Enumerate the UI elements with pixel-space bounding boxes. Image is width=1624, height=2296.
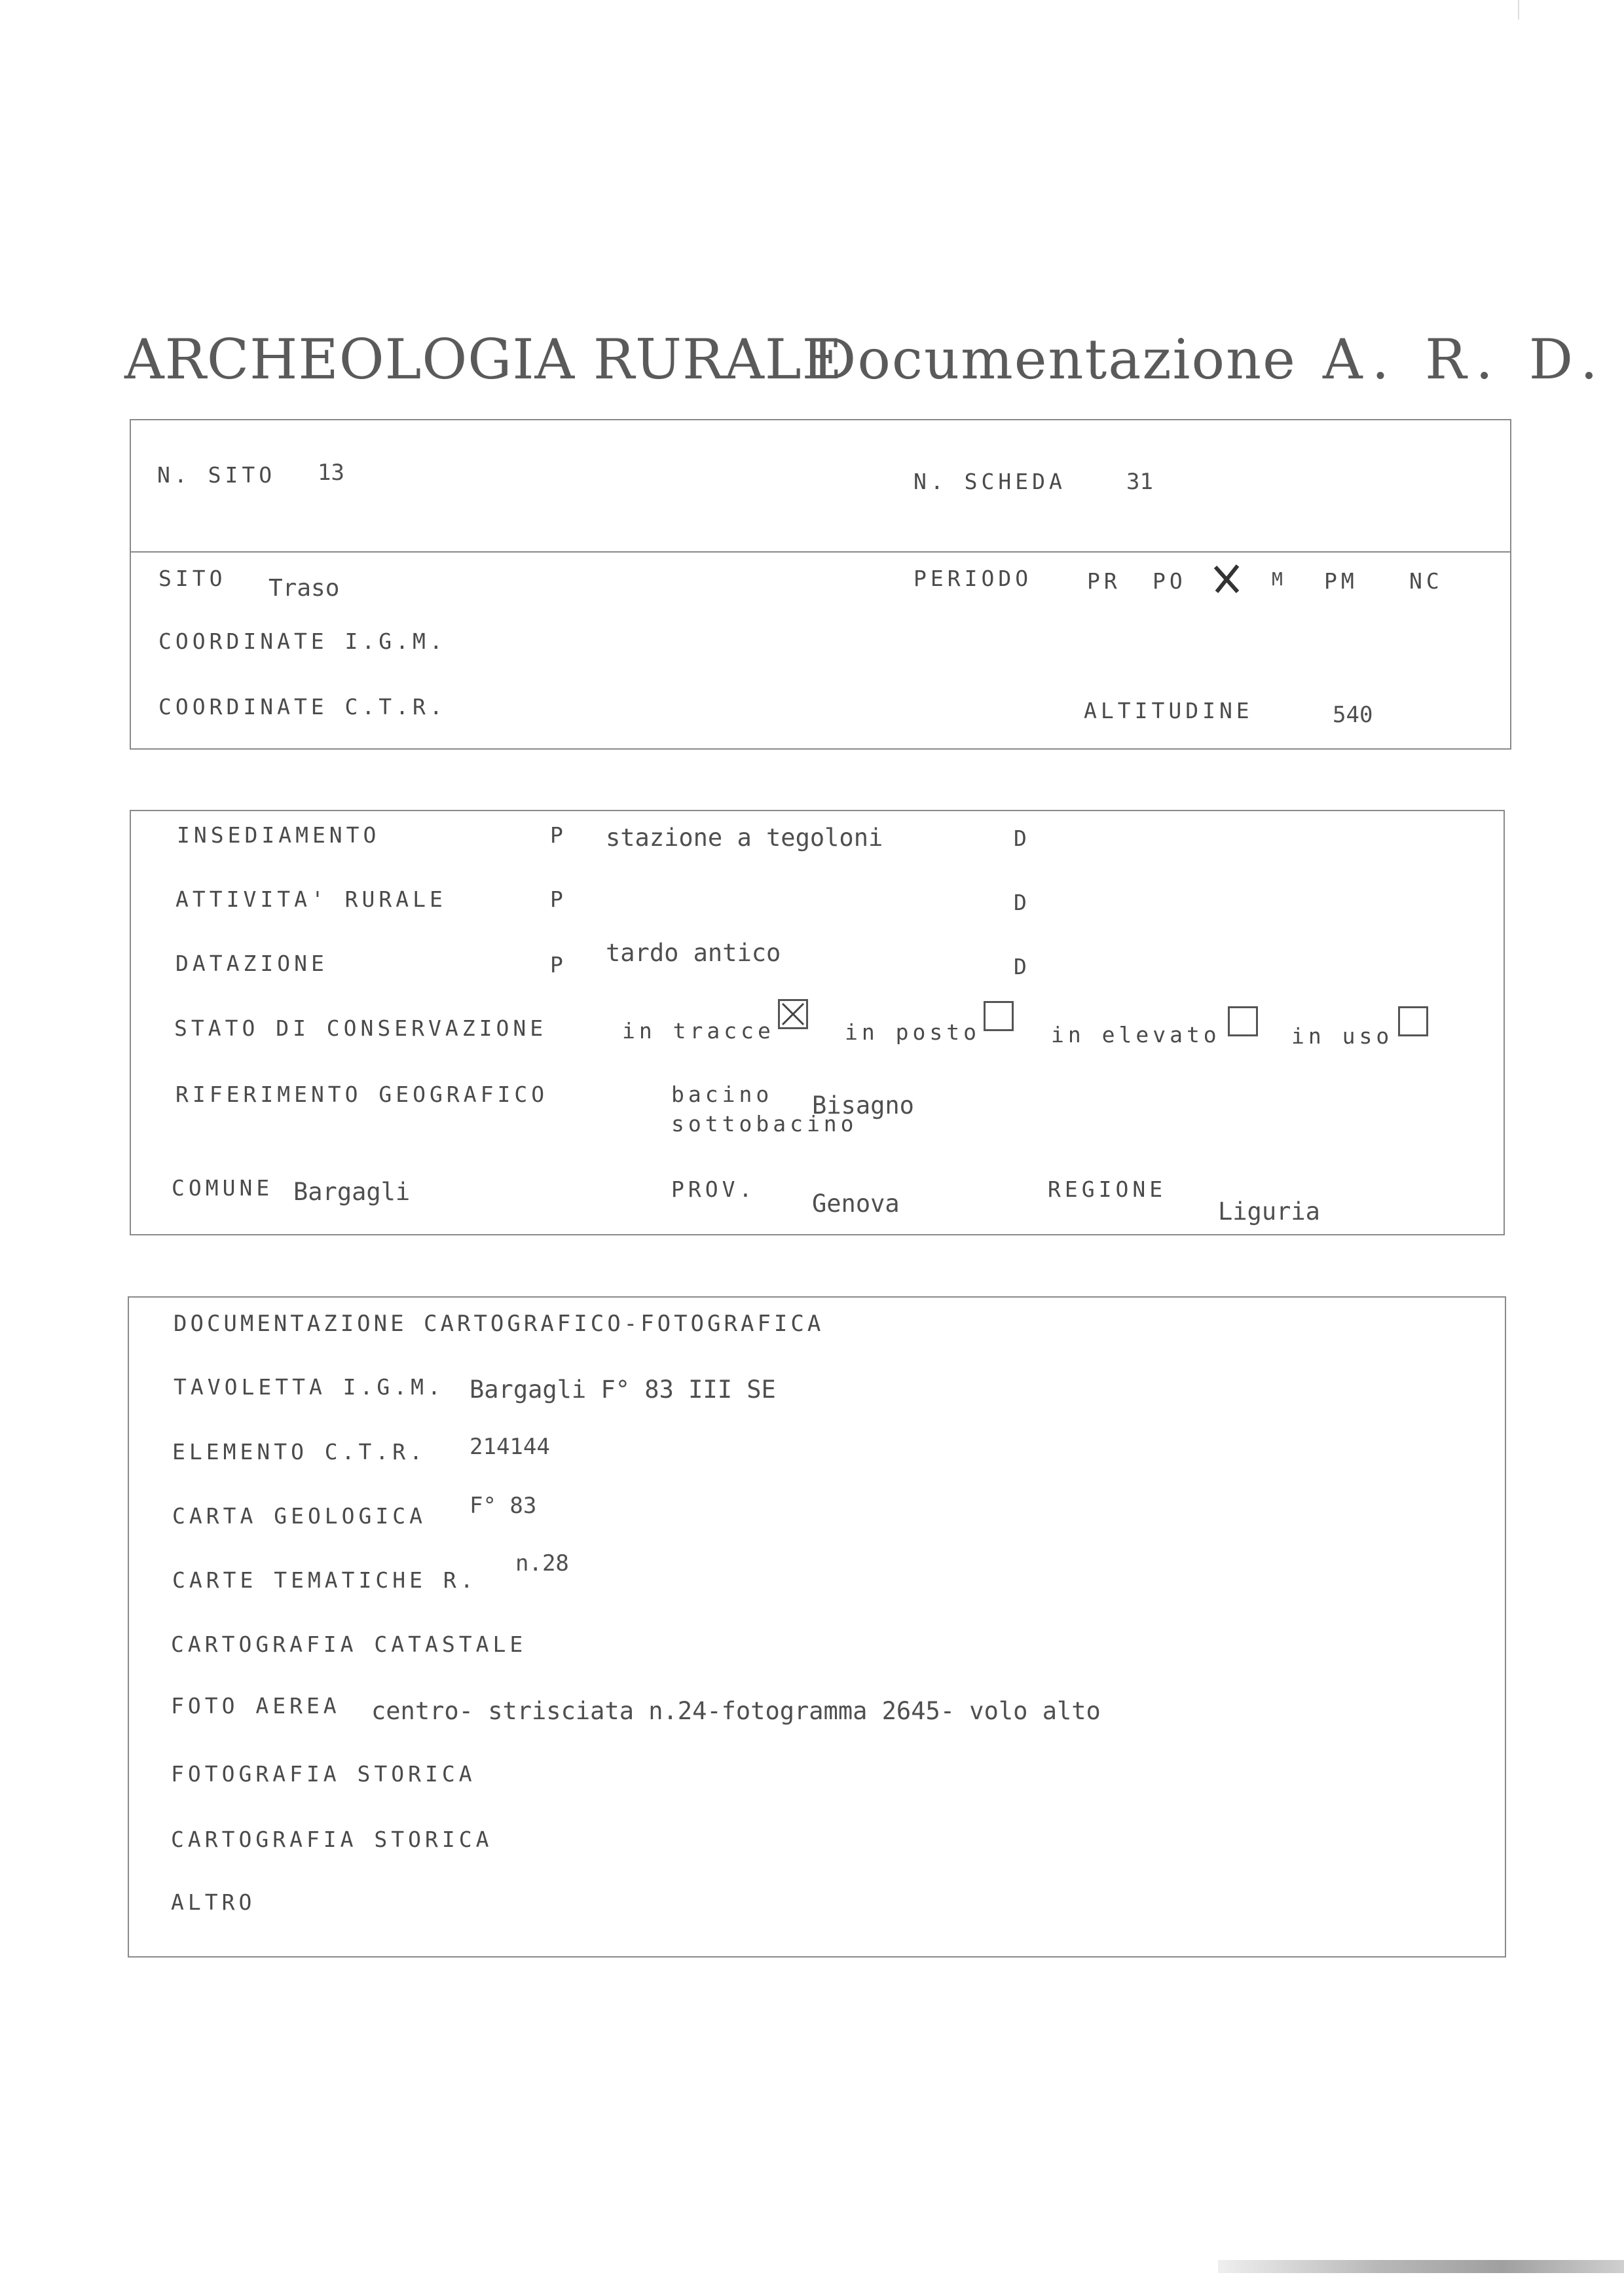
regione-value: Liguria [1218, 1197, 1320, 1226]
cartografia-catastale-label: CARTOGRAFIA CATASTALE [171, 1631, 527, 1657]
insediamento-p-marker: P [550, 822, 567, 848]
foto-aerea-label: FOTO AEREA [171, 1693, 341, 1719]
insediamento-d-marker: D [1014, 826, 1031, 851]
stato-in-uso-checkbox[interactable] [1398, 1006, 1428, 1036]
stato-conservazione-label: STATO DI CONSERVAZIONE [174, 1015, 547, 1041]
elemento-ctr-value: 214144 [470, 1434, 550, 1460]
identification-box [130, 419, 1511, 750]
attivita-rurale-label: ATTIVITA' RURALE [175, 886, 447, 912]
foto-aerea-value: centro- strisciata n.24-fotogramma 2645- volo alto [371, 1697, 1101, 1725]
stato-in-tracce-label: in tracce [622, 1018, 775, 1044]
stato-in-elevato-label: in elevato [1051, 1022, 1221, 1048]
stato-in-tracce-checkbox[interactable] [778, 999, 808, 1029]
prov-label: PROV. [671, 1176, 756, 1202]
periodo-option-pr: PR [1087, 568, 1121, 594]
prov-value: Genova [812, 1190, 900, 1218]
datazione-label: DATAZIONE [175, 951, 328, 976]
insediamento-label: INSEDIAMENTO [177, 822, 380, 848]
tavoletta-igm-value: Bargagli F° 83 III SE [470, 1376, 776, 1404]
scan-artifact-tick [1518, 0, 1519, 20]
periodo-selected-x-icon [1211, 563, 1242, 596]
regione-label: REGIONE [1048, 1176, 1167, 1202]
carta-geologica-label: CARTA GEOLOGICA [172, 1503, 427, 1529]
carta-geologica-value: F° 83 [470, 1493, 537, 1519]
documentazione-box [128, 1296, 1506, 1958]
coordinate-igm-label: COORDINATE I.G.M. [158, 629, 447, 654]
checkbox-x-icon [780, 1001, 806, 1027]
altro-label: ALTRO [171, 1889, 256, 1915]
n-sito-label: N. SITO [157, 462, 276, 488]
comune-label: COMUNE [172, 1175, 274, 1201]
datazione-value: tardo antico [606, 939, 781, 967]
n-scheda-label: N. SCHEDA [913, 469, 1066, 494]
title-ard: A. R. D. [1323, 327, 1607, 392]
identification-divider [131, 551, 1510, 553]
sottobacino-label: sottobacino [671, 1111, 858, 1137]
n-scheda-value: 31 [1126, 469, 1153, 495]
page-title [124, 327, 1607, 399]
comune-value: Bargagli [293, 1178, 411, 1206]
stato-in-posto-checkbox[interactable] [984, 1001, 1014, 1031]
riferimento-geografico-label: RIFERIMENTO GEOGRAFICO [175, 1082, 549, 1107]
cartografia-storica-label: CARTOGRAFIA STORICA [171, 1827, 493, 1852]
carte-tematiche-label: CARTE TEMATICHE R. [172, 1567, 477, 1593]
tavoletta-igm-label: TAVOLETTA I.G.M. [174, 1374, 445, 1400]
stato-in-uso-label: in uso [1291, 1023, 1393, 1049]
altitudine-value: 540 [1333, 702, 1373, 728]
scan-artifact-bar [1218, 2260, 1624, 2273]
fotografia-storica-label: FOTOGRAFIA STORICA [171, 1761, 476, 1787]
sito-label: SITO [158, 566, 227, 591]
title-archeologia-rurale: ARCHEOLOGIA RURALE [124, 327, 843, 392]
stato-in-posto-label: in posto [845, 1019, 980, 1045]
bacino-label: bacino [671, 1082, 773, 1107]
altitudine-label: ALTITUDINE [1084, 698, 1253, 723]
datazione-d-marker: D [1014, 954, 1031, 979]
stato-in-elevato-checkbox[interactable] [1228, 1006, 1258, 1036]
periodo-option-m: M [1272, 568, 1287, 590]
insediamento-value: stazione a tegoloni [606, 824, 883, 852]
documentazione-heading: DOCUMENTAZIONE CARTOGRAFICO-FOTOGRAFICA [174, 1311, 824, 1337]
sito-value: Traso [268, 575, 340, 602]
attivita-p-marker: P [550, 886, 567, 912]
periodo-option-nc: NC [1409, 568, 1443, 594]
title-documentazione: Documentazione [812, 327, 1297, 392]
elemento-ctr-label: ELEMENTO C.T.R. [172, 1439, 427, 1465]
periodo-option-pm: PM [1324, 568, 1358, 594]
periodo-label: PERIODO [913, 566, 1033, 591]
datazione-p-marker: P [550, 952, 567, 977]
coordinate-ctr-label: COORDINATE C.T.R. [158, 694, 447, 720]
n-sito-value: 13 [318, 460, 344, 486]
insediamento-box [130, 810, 1505, 1235]
bacino-value: Bisagno [812, 1091, 914, 1120]
attivita-d-marker: D [1014, 890, 1031, 915]
carte-tematiche-value: n.28 [515, 1550, 569, 1576]
periodo-option-po: PO [1153, 568, 1187, 594]
